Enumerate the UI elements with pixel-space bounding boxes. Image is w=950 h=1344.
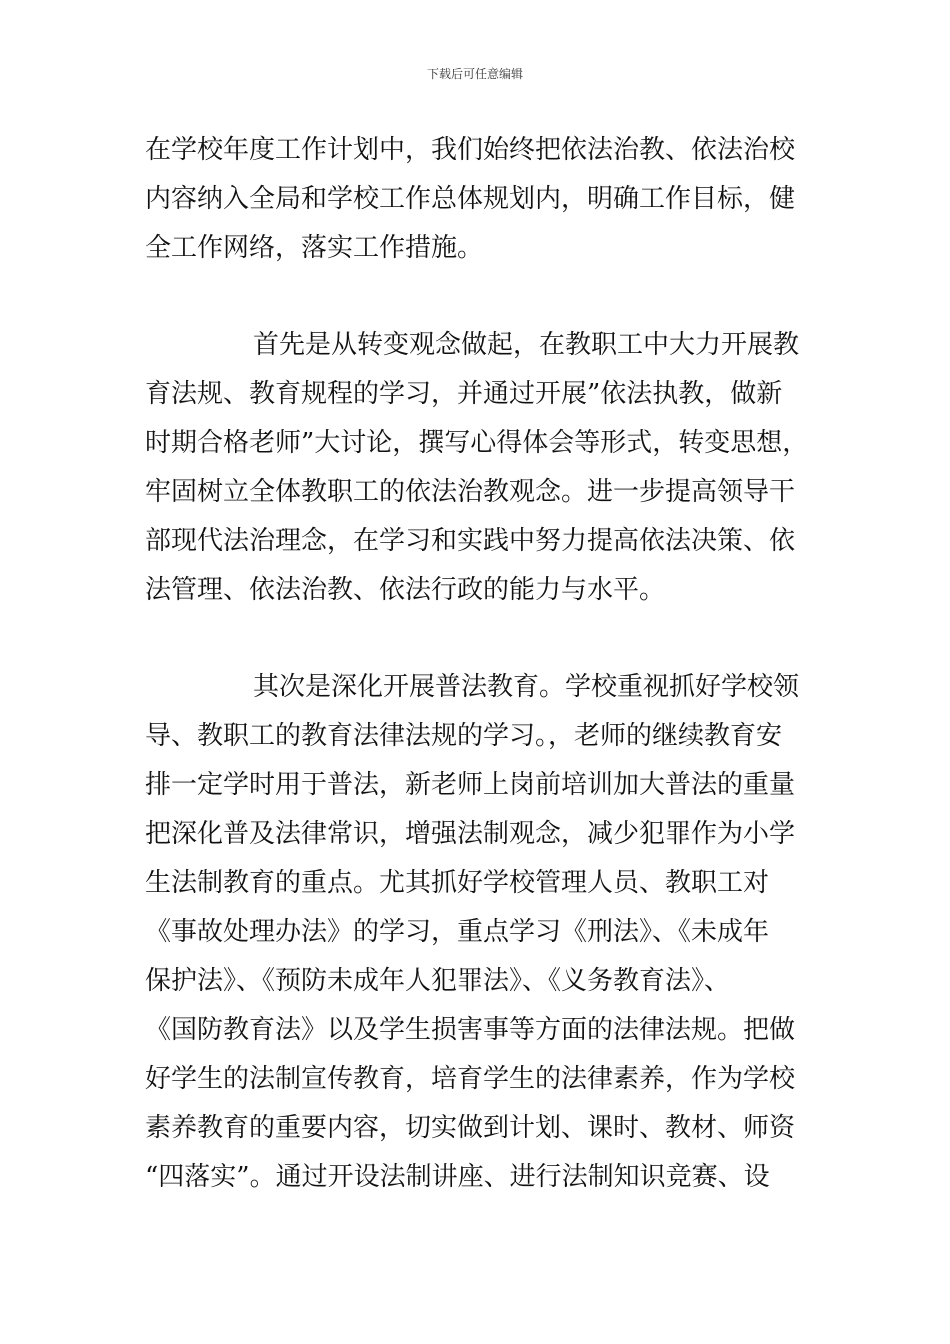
text-line: 法管理、依法治教、依法行政的能力与水平。	[145, 575, 666, 605]
text-line: 好学生的法制宣传教育，培育学生的法律素养，作为学校	[145, 1064, 796, 1094]
paragraph-1	[145, 126, 845, 273]
paragraph-3	[145, 663, 845, 1202]
text-line: 《国防教育法》以及学生损害事等方面的法律法规。把做	[145, 1015, 796, 1045]
text-line: 在学校年度工作计划中，我们始终把依法治教、依法治校	[145, 135, 796, 165]
text-line: 把深化普及法律常识，增强法制观念，减少犯罪作为小学	[145, 819, 796, 849]
text-line: 其次是深化开展普法教育。学校重视抓好学校领	[253, 672, 800, 702]
text-line: 排一定学时用于普法，新老师上岗前培训加大普法的重量	[145, 770, 796, 800]
text-line: 素养教育的重要内容，切实做到计划、课时、教材、师资	[145, 1113, 796, 1143]
paragraph-gap	[145, 615, 845, 663]
text-line: 时期合格老师”大讨论，撰写心得体会等形式，转变思想，	[145, 428, 809, 458]
paragraph-gap	[145, 273, 845, 321]
text-line: 生法制教育的重点。尤其抓好学校管理人员、教职工对	[145, 868, 770, 898]
text-line: 《事故处理办法》的学习，重点学习《刑法》、《未成年	[145, 917, 770, 947]
text-line: 首先是从转变观念做起，在教职工中大力开展教	[253, 330, 800, 360]
paragraph-2	[145, 321, 845, 615]
page-header: 下载后可任意编辑	[426, 67, 523, 81]
text-line: 部现代法治理念，在学习和实践中努力提高依法决策、依	[145, 526, 796, 556]
document-body	[145, 126, 845, 1202]
text-line: 内容纳入全局和学校工作总体规划内，明确工作目标，健	[145, 184, 796, 214]
text-line: “四落实”。通过开设法制讲座、进行法制知识竞赛、设	[145, 1162, 770, 1192]
text-line: 育法规、教育规程的学习，并通过开展”依法执教，做新	[145, 379, 783, 409]
text-line: 全工作网络，落实工作措施。	[145, 233, 484, 263]
text-line: 导、教职工的教育法律法规的学习。，老师的继续教育安	[145, 721, 783, 751]
text-line: 牢固树立全体教职工的依法治教观念。进一步提高领导干	[145, 477, 796, 507]
text-line: 保护法》、《预防未成年人犯罪法》、《义务教育法》、	[145, 966, 731, 996]
